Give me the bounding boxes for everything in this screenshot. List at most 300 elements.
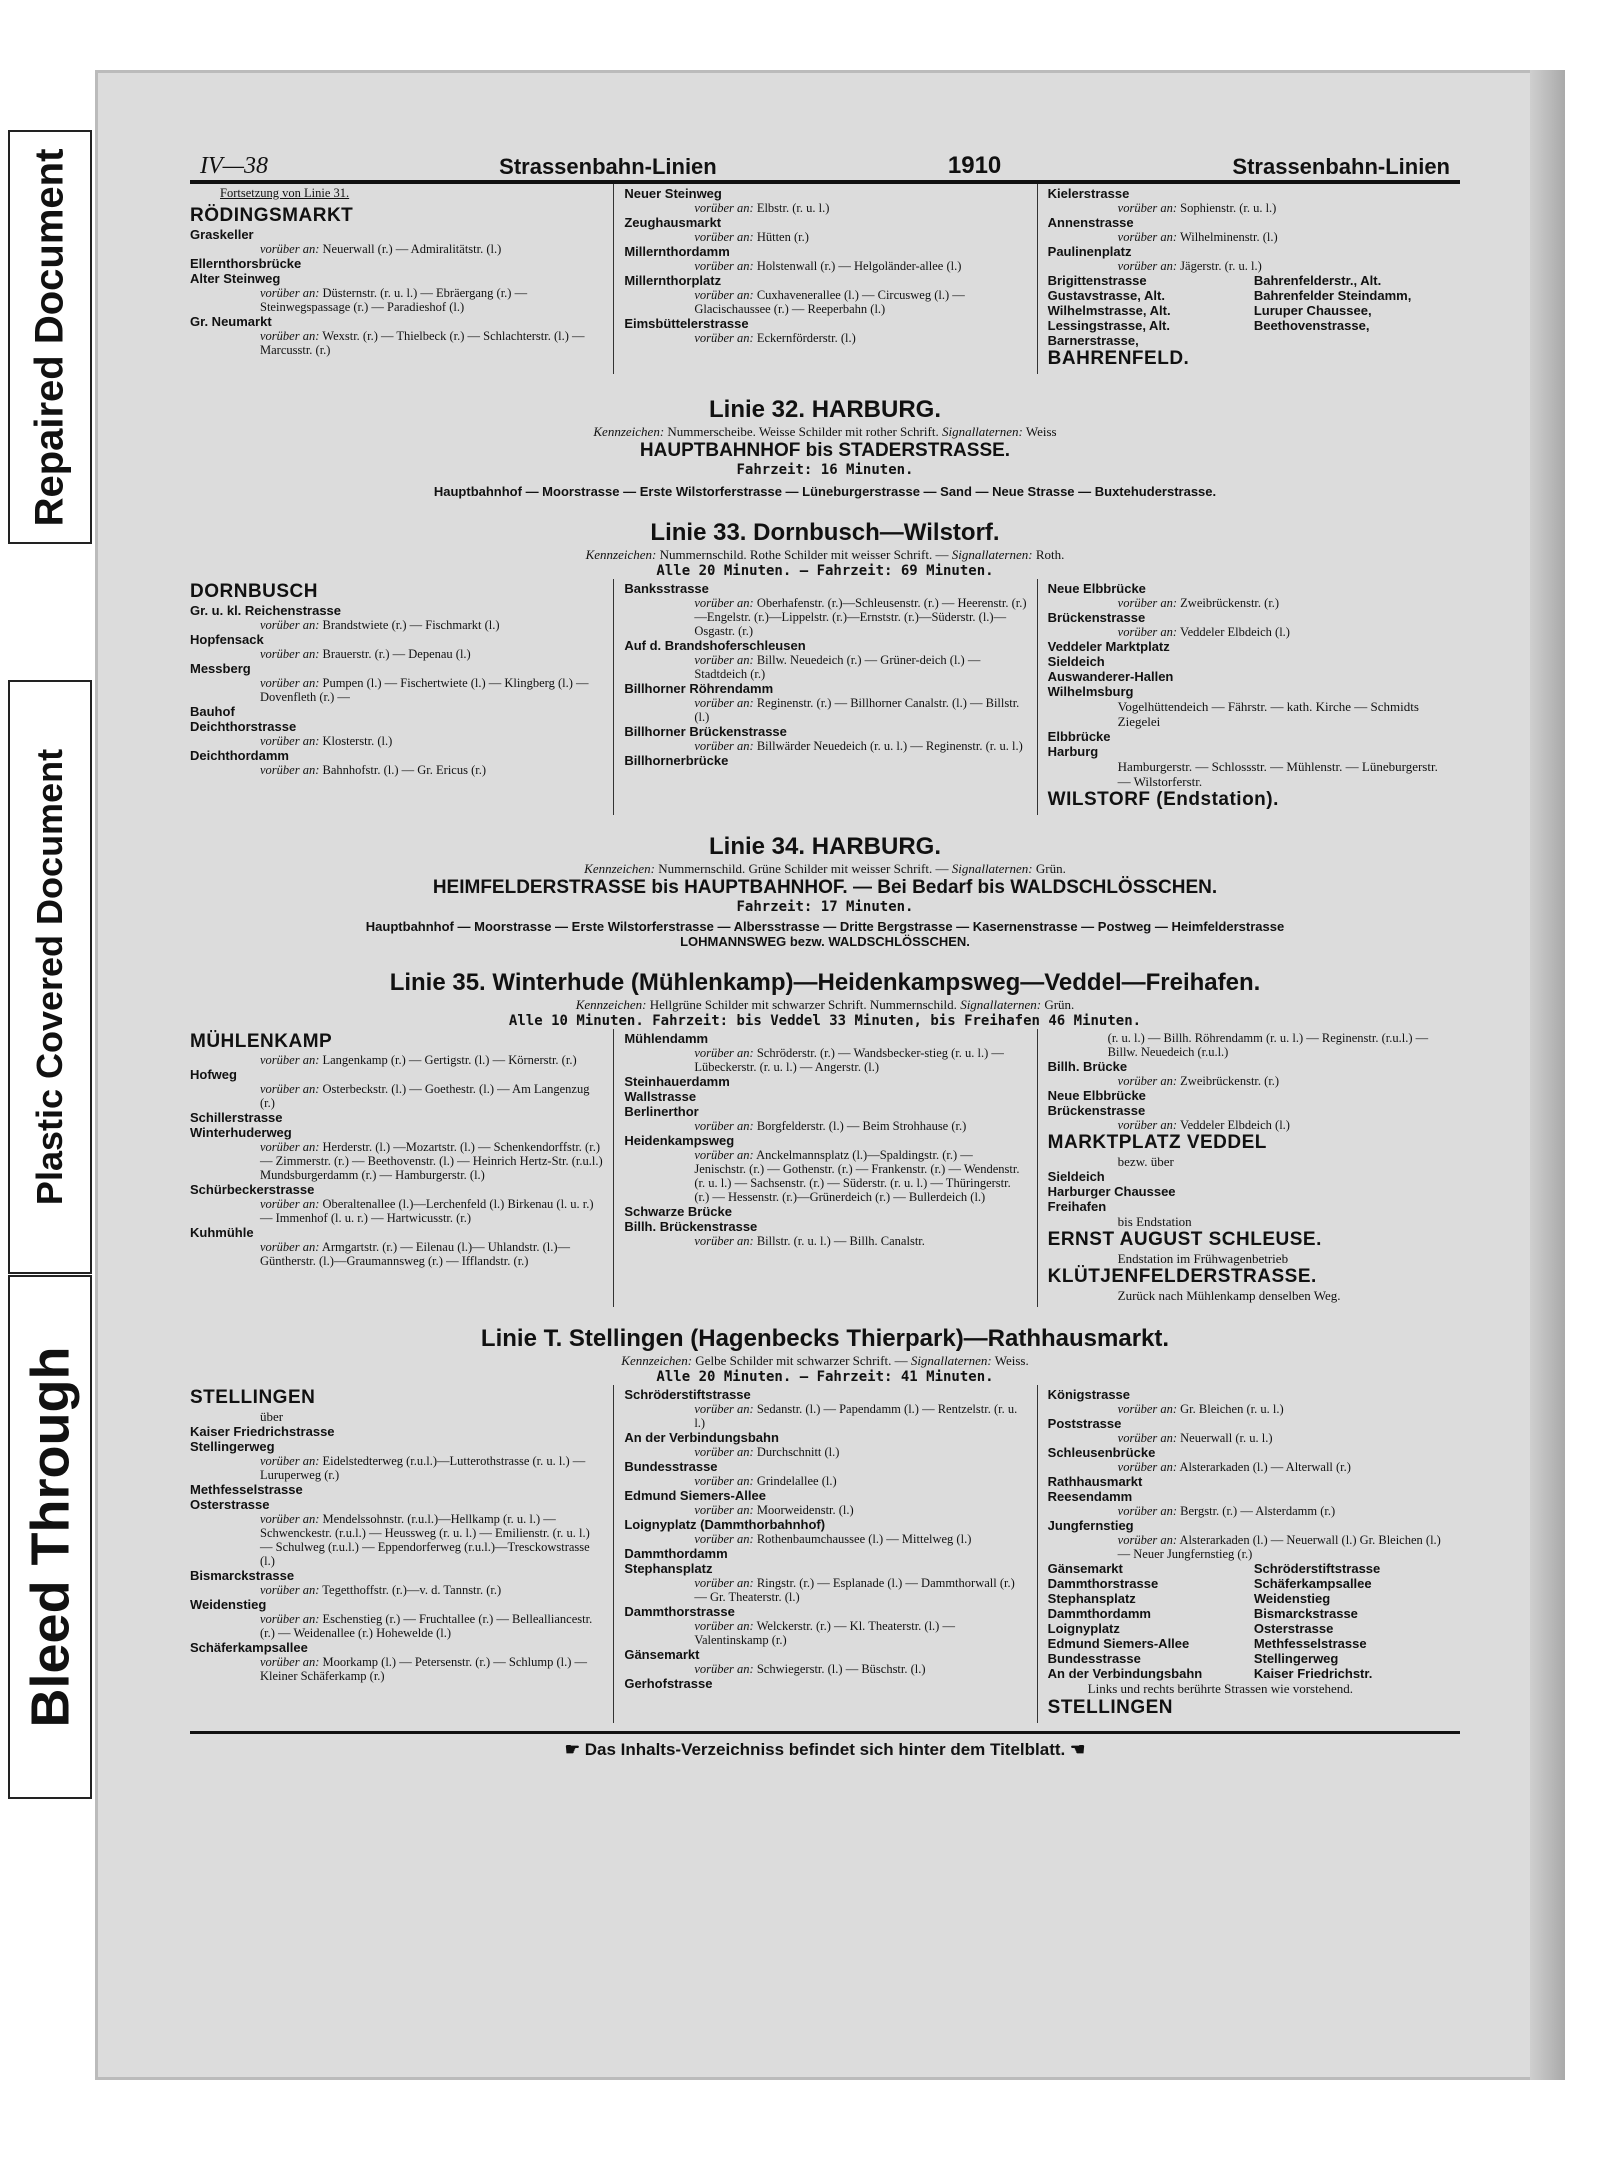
linie31-col2 — [613, 184, 1036, 374]
via-streets: Oberhafenstr. (r.)—Schleusenstr. (r.) — Heerenstr. (r.)—Engelstr. (r.)—Lippelstr. (r.)—Ernststr. (r.)—Süderstr. (l.)—Osgastr. (r.) — [694, 596, 1027, 638]
pointing-hand-left-icon: ☛ — [564, 1740, 585, 1759]
return-stops-right — [1254, 1561, 1450, 1681]
linieT-block — [190, 1325, 1460, 1385]
list-item — [624, 1546, 1026, 1561]
stop-name: MARKTPLATZ VEDDEL — [1047, 1132, 1267, 1153]
via-streets: Durchschnitt (l.) — [756, 1445, 840, 1459]
via-line — [624, 288, 1026, 316]
linie34-route: HEIMFELDERSTRASSE bis HAUPTBAHNHOF. — Bei Bedarf bis WALDSCHLÖSSCHEN. — [432, 877, 1218, 898]
list-item — [190, 1640, 603, 1683]
list-item — [190, 1482, 603, 1497]
linie32-route: HAUPTBAHNHOF bis STADERSTRASSE. — [639, 440, 1011, 461]
stop-name: Bismarckstrasse — [1253, 1606, 1358, 1621]
stop-name: Zeughausmarkt — [624, 215, 722, 230]
list-item — [624, 1104, 1026, 1133]
via-streets: Elbstr. (r. u. l.) — [756, 201, 830, 215]
stop-name: Hofweg — [190, 1067, 237, 1082]
via-line — [190, 1053, 603, 1067]
linie35-col3 — [1037, 1029, 1460, 1307]
via-line — [1048, 1533, 1450, 1561]
via-line — [190, 676, 603, 704]
via-line — [190, 1612, 603, 1640]
list-item — [1048, 654, 1450, 669]
via-prefix: vorüber an: — [694, 653, 754, 667]
list-item — [1048, 729, 1450, 744]
list-item — [1048, 789, 1450, 811]
signal-text: Grün. — [1044, 997, 1075, 1012]
kenn-text: Nummerscheibe. Weisse Schilder mit rother Schrift. — [667, 424, 939, 439]
stop-name: Mühlendamm — [624, 1031, 709, 1046]
via-prefix: vorüber an: — [260, 734, 320, 748]
stop-name: Kaiser Friedrichstr. — [1253, 1666, 1373, 1681]
stop-name: Harburg — [1047, 744, 1099, 759]
stop-name: MÜHLENKAMP — [190, 1031, 333, 1052]
via-line — [624, 259, 1026, 273]
stop-list — [624, 581, 1026, 768]
via-streets: Düsternstr. (r. u. l.) — Ebräergang (r.) — Steinwegspassage (r.) — Paradieshof (l.) — [260, 286, 528, 314]
list-item — [190, 314, 603, 357]
header-title-right: Strassenbahn-Linien — [1232, 154, 1450, 179]
stop-name: Königstrasse — [1047, 1387, 1131, 1402]
via-line — [624, 1619, 1026, 1647]
via-line — [1048, 230, 1450, 244]
linie32-title: Linie 32. HARBURG. — [708, 396, 942, 423]
via-streets: Holstenwall (r.) — Helgoländer-allee (l.) — [756, 259, 962, 273]
via-prefix: vorüber an: — [260, 242, 320, 256]
linieT-title: Linie T. Stellingen (Hagenbecks Thierpark)—Rathhausmarkt. — [480, 1325, 1170, 1352]
list-item — [624, 1430, 1026, 1459]
list-item — [190, 704, 603, 719]
via-streets: Rothenbaumchaussee (l.) — Mittelweg (l.) — [756, 1532, 972, 1546]
linie35-columns — [190, 1029, 1460, 1307]
return-stops — [1048, 1561, 1450, 1681]
label-repaired-text: Repaired Document — [27, 148, 72, 526]
stop-name: Freihafen — [1047, 1199, 1107, 1214]
stop-name: Messberg — [190, 661, 251, 676]
stop-name: ERNST AUGUST SCHLEUSE. — [1047, 1229, 1322, 1250]
via-streets: Schröderstr. (r.) — Wandsbecker-stieg (r. u. l.) — Lübeckerstr. (r. u. l.) — Angerstr. (l.) — [694, 1046, 1004, 1074]
signal-label: Signallaternen: — [910, 1353, 992, 1368]
list-item — [190, 205, 603, 227]
stop-name: Reesendamm — [1047, 1489, 1133, 1504]
stop-name: Eimsbüttelerstrasse — [624, 316, 749, 331]
via-line — [624, 1474, 1026, 1488]
via-prefix: vorüber an: — [1117, 1074, 1178, 1088]
note-line: bis Endstation — [1117, 1214, 1192, 1229]
list-item — [190, 1225, 603, 1268]
via-prefix: vorüber an: — [1117, 1533, 1178, 1547]
via-streets: Brauerstr. (r.) — Depenau (l.) — [322, 647, 471, 661]
via-line — [624, 1148, 1026, 1204]
via-line — [624, 331, 1026, 345]
stop-name: Dammthorstrasse — [1047, 1576, 1159, 1591]
stop-list — [624, 186, 1026, 345]
stop-name: Schwarze Brücke — [624, 1204, 732, 1219]
stop-name: Dammthordamm — [1047, 1606, 1151, 1621]
stop-name: Schröderstiftstrasse — [624, 1387, 751, 1402]
via-prefix: vorüber an: — [260, 618, 320, 632]
via-prefix: vorüber an: — [260, 647, 320, 661]
page-header — [190, 140, 1460, 184]
via-streets: Tegetthoffstr. (r.)—v. d. Tannstr. (r.) — [322, 1583, 502, 1597]
list-item — [190, 748, 603, 777]
stop-name: Osterstrasse — [1253, 1621, 1334, 1636]
via-streets: Sophienstr. (r. u. l.) — [1180, 201, 1277, 215]
list-item — [1048, 581, 1450, 610]
stop-name: Bahrenfelder Steindamm, — [1253, 288, 1412, 303]
list-item — [190, 661, 603, 704]
signal-text: Roth. — [1035, 547, 1065, 562]
via-line — [190, 763, 603, 777]
via-prefix: vorüber an: — [694, 696, 754, 710]
via-line — [190, 1655, 603, 1683]
stop-name: STELLINGEN — [190, 1387, 316, 1408]
via-line — [624, 1234, 1026, 1248]
stop-list — [1048, 581, 1450, 811]
via-prefix: vorüber an: — [694, 1576, 754, 1590]
list-item — [190, 227, 603, 256]
list-item — [1048, 1229, 1450, 1251]
via-line — [624, 653, 1026, 681]
stop-name: Bundesstrasse — [624, 1459, 718, 1474]
list-item — [1048, 244, 1450, 273]
via-prefix: vorüber an: — [694, 739, 754, 753]
list-item — [1048, 1266, 1450, 1288]
note-line: über — [260, 1409, 284, 1424]
stop-name: Neue Elbbrücke — [1047, 1088, 1146, 1103]
list-item — [1048, 1518, 1450, 1561]
stop-name: Bismarckstrasse — [190, 1568, 295, 1583]
stop-name: Gr. u. kl. Reichenstrasse — [190, 603, 342, 618]
via-prefix: vorüber an: — [1117, 1402, 1178, 1416]
stop-name: Wallstrasse — [624, 1089, 697, 1104]
via-streets: Brandstwiete (r.) — Fischmarkt (l.) — [322, 618, 500, 632]
via-line — [1048, 1460, 1450, 1474]
stop-name: Alter Steinweg — [190, 271, 281, 286]
kenn-text: Nummernschild. Grüne Schilder mit weisser Schrift. — — [658, 861, 949, 876]
via-streets: (r. u. l.) — Billh. Röhrendamm (r. u. l.) — Reginenstr. (r.u.l.) — Billw. Neuedeich (r.u.l.) — [1107, 1031, 1429, 1059]
header-year: 1910 — [947, 152, 1002, 179]
via-prefix: vorüber an: — [260, 1583, 320, 1597]
via-streets: Neuerwall (r. u. l.) — [1180, 1431, 1273, 1445]
header-title-left: Strassenbahn-Linien — [499, 154, 717, 179]
stop-name: Harburger Chaussee — [1047, 1184, 1176, 1199]
stop-name: Brückenstrasse — [1047, 610, 1146, 625]
linie35-title: Linie 35. Winterhude (Mühlenkamp)—Heidenkampsweg—Veddel—Freihafen. — [389, 969, 1261, 996]
via-streets: Eidelstedterweg (r.u.l.)—Lutterothstrasse (r. u. l.) — Luruperweg (r.) — [260, 1454, 586, 1482]
stop-name: Stellingerweg — [1253, 1651, 1339, 1666]
linie33-col1 — [190, 579, 613, 815]
kenn-label: Kennzeichen: — [585, 547, 657, 562]
stop-name: Steinhauerdamm — [624, 1074, 730, 1089]
list-item — [1048, 1445, 1450, 1474]
stop-name: Lessingstrasse, Alt. — [1047, 318, 1171, 333]
via-line — [190, 1583, 603, 1597]
list-item — [1048, 1416, 1450, 1445]
linie34-stops: Hauptbahnhof — Moorstrasse — Erste Wilstorferstrasse — Albersstrasse — Dritte Bergstrasse — Kasernenstrasse — Postweg — Heimfelderstrasse — [365, 919, 1285, 934]
via-streets: Bergstr. (r.) — Alsterdamm (r.) — [1180, 1504, 1336, 1518]
stop-name: Sieldeich — [1047, 654, 1105, 669]
via-prefix: vorüber an: — [694, 1046, 754, 1060]
via-prefix: vorüber an: — [260, 1140, 320, 1154]
via-prefix: vorüber an: — [694, 1619, 754, 1633]
via-line — [624, 1402, 1026, 1430]
footer-note — [190, 1731, 1460, 1760]
via-streets: Neuerwall (r.) — Admiralitätstr. (l.) — [322, 242, 502, 256]
stop-name: Deichthordamm — [190, 748, 289, 763]
list-item — [1048, 1474, 1450, 1489]
stop-name: Stellingerweg — [190, 1439, 275, 1454]
kenn-label: Kennzeichen: — [575, 997, 647, 1012]
stop-name: Schillerstrasse — [190, 1110, 283, 1125]
list-item — [1048, 1489, 1450, 1518]
via-prefix: vorüber an: — [260, 1655, 320, 1669]
via-streets: Pumpen (l.) — Fischertwiete (l.) — Klingberg (l.) — Dovenfleth (r.) — — [260, 676, 589, 704]
stop-name: Schäferkampsallee — [1253, 1576, 1372, 1591]
list-item — [624, 681, 1026, 724]
via-streets: Armgartstr. (r.) — Eilenau (l.)— Uhlandstr. (l.)—Güntherstr. (l.)—Graumannsweg (r.) — Ifflandstr. (r.) — [260, 1240, 571, 1268]
via-streets: Sedanstr. (l.) — Papendamm (l.) — Rentzelstr. (r. u. l.) — [694, 1402, 1018, 1430]
stop-list — [190, 1387, 603, 1683]
via-prefix: vorüber an: — [1117, 230, 1178, 244]
list-item — [624, 186, 1026, 215]
stop-name: Millernthordamm — [624, 244, 730, 259]
stop-pairs-right — [1254, 273, 1450, 348]
stop-name: Osterstrasse — [190, 1497, 270, 1512]
via-line — [1048, 1504, 1450, 1518]
via-streets: Billw. Neuedeich (r.) — Grüner-deich (l.) — Stadtdeich (r.) — [694, 653, 981, 681]
linieT-kennzeichen — [190, 1353, 1460, 1369]
via-streets: Bahnhofstr. (l.) — Gr. Ericus (r.) — [322, 763, 487, 777]
via-streets: Gr. Bleichen (r. u. l.) — [1180, 1402, 1284, 1416]
stop-name: An der Verbindungsbahn — [624, 1430, 779, 1445]
via-streets: Alsterarkaden (l.) — Alterwall (r.) — [1179, 1460, 1351, 1474]
stop-name: Schröderstiftstrasse — [1253, 1561, 1381, 1576]
list-item — [1048, 215, 1450, 244]
stop-name: Rathhausmarkt — [1047, 1474, 1143, 1489]
stop-list — [1048, 1059, 1450, 1303]
via-streets: Ringstr. (r.) — Esplanade (l.) — Dammthorwall (r.) — Gr. Theaterstr. (l.) — [694, 1576, 1015, 1604]
list-item — [190, 603, 603, 632]
kenn-label: Kennzeichen: — [584, 861, 655, 876]
stop-name: Heidenkampsweg — [624, 1133, 735, 1148]
list-item — [624, 1604, 1026, 1647]
list-item — [190, 1387, 603, 1409]
list-item — [624, 753, 1026, 768]
list-item — [190, 1125, 603, 1182]
return-stops-left — [1048, 1561, 1244, 1681]
via-streets: Grindelallee (l.) — [756, 1474, 837, 1488]
via-prefix: vorüber an: — [260, 676, 320, 690]
via-prefix: vorüber an: — [260, 329, 320, 343]
stop-name: Loignyplatz (Dammthorbahnhof) — [624, 1517, 826, 1532]
via-streets: Eckernförderstr. (l.) — [756, 331, 856, 345]
via-prefix: vorüber an: — [1117, 625, 1178, 639]
stop-name: Gänsemarkt — [624, 1647, 700, 1662]
end-station: STELLINGEN — [1047, 1697, 1173, 1718]
via-line — [624, 1046, 1026, 1074]
via-line — [624, 1445, 1026, 1459]
via-line — [1048, 259, 1450, 273]
stop-name: Gr. Neumarkt — [190, 314, 272, 329]
stop-name: Luruper Chaussee, — [1253, 303, 1372, 318]
stop-name: Gerhofstrasse — [624, 1676, 713, 1691]
via-line — [624, 230, 1026, 244]
linie33-columns — [190, 579, 1460, 815]
list-item — [624, 244, 1026, 273]
list-item — [190, 1110, 603, 1125]
stop-name: Gänsemarkt — [1047, 1561, 1123, 1576]
list-item — [624, 1517, 1026, 1546]
via-line — [190, 1082, 603, 1110]
linie32-stops: Hauptbahnhof — Moorstrasse — Erste Wilstorferstrasse — Lüneburgerstrasse — Sand — Neue Strasse — Buxtehuderstrasse. — [433, 484, 1217, 499]
stop-name: Banksstrasse — [624, 581, 709, 596]
list-item — [1048, 1214, 1450, 1229]
via-prefix: vorüber an: — [1117, 201, 1178, 215]
kenn-text: Hellgrüne Schilder mit schwarzer Schrift. Nummernschild. — [649, 997, 957, 1012]
label-plastic-text: Plastic Covered Document — [29, 748, 71, 1206]
via-streets: Moorkamp (l.) — Petersenstr. (r.) — Schlump (l.) — Kleiner Schäferkamp (r.) — [260, 1655, 588, 1683]
linieT-col1 — [190, 1385, 613, 1723]
note-line: Zurück nach Mühlenkamp denselben Weg. — [1117, 1288, 1341, 1303]
stop-name: Ellernthorsbrücke — [190, 256, 302, 271]
via-line — [624, 201, 1026, 215]
linie32-fahrzeit: Fahrzeit: 16 Minuten. — [736, 462, 914, 478]
note-line: Vogelhüttendeich — Fährstr. — kath. Kirche — Schmidts Ziegelei — [1117, 699, 1419, 729]
via-prefix: vorüber an: — [694, 1532, 754, 1546]
signal-label: Signallaternen: — [941, 424, 1023, 439]
stop-name: Bundesstrasse — [1047, 1651, 1141, 1666]
stop-name: Annenstrasse — [1047, 215, 1134, 230]
via-streets: Alsterarkaden (l.) — Neuerwall (l.) Gr. Bleichen (l.) — Neuer Jungfernstieg (r.) — [1117, 1533, 1441, 1561]
via-line — [1048, 1402, 1450, 1416]
stop-name: Billhorner Röhrendamm — [624, 681, 774, 696]
via-prefix: vorüber an: — [694, 1402, 754, 1416]
stop-name: Poststrasse — [1047, 1416, 1122, 1431]
via-line — [624, 596, 1026, 638]
via-streets: Hütten (r.) — [756, 230, 809, 244]
via-streets: Mendelssohnstr. (r.u.l.)—Hellkamp (r. u. l.) — Schwenckestr. (r.u.l.) — Heussweg (r. u. l.) — Emilienstr. (r. u. l.) — Schulweg (r.u.l.) — Eppendorferweg (r.u.l.)—Tresckowstrasse (l.) — [260, 1512, 590, 1568]
stop-name: Edmund Siemers-Allee — [624, 1488, 766, 1503]
kenn-text: Nummernschild. Rothe Schilder mit weisser Schrift. — — [659, 547, 949, 562]
stop-name: Millernthorplatz — [624, 273, 722, 288]
via-streets: Langenkamp (r.) — Gertigstr. (l.) — Körnerstr. (r.) — [322, 1053, 577, 1067]
stop-list — [1048, 186, 1450, 273]
via-streets: Klosterstr. (l.) — [322, 734, 393, 748]
stop-list — [1048, 1387, 1450, 1561]
via-line — [190, 286, 603, 314]
via-line — [190, 1240, 603, 1268]
stop-name: Neue Elbbrücke — [1047, 581, 1146, 596]
linie35-kennzeichen — [190, 997, 1460, 1013]
list-item — [190, 632, 603, 661]
stop-name: Wilhelmstrasse, Alt. — [1047, 303, 1171, 318]
linie34-kennzeichen — [190, 861, 1460, 877]
signal-text: Weiss — [1025, 424, 1057, 439]
signal-text: Weiss. — [994, 1353, 1029, 1368]
stop-name: Loignyplatz — [1047, 1621, 1120, 1636]
list-item — [624, 1459, 1026, 1488]
linie34-fahrzeit: Fahrzeit: 17 Minuten. — [736, 899, 914, 915]
via-streets: Wexstr. (r.) — Thielbeck (r.) — Schlachterstr. (l.) — Marcusstr. (r.) — [260, 329, 585, 357]
list-item — [190, 1424, 603, 1439]
linieT-col3 — [1037, 1385, 1460, 1723]
via-prefix: vorüber an: — [694, 1474, 754, 1488]
via-prefix: vorüber an: — [694, 230, 754, 244]
linie34-block — [190, 833, 1460, 949]
via-line — [624, 1662, 1026, 1676]
linie32-block — [190, 396, 1460, 499]
via-line — [190, 647, 603, 661]
note-line: bezw. über — [1117, 1154, 1174, 1169]
list-item — [624, 1387, 1026, 1430]
via-prefix: vorüber an: — [1117, 1118, 1178, 1132]
list-item — [624, 273, 1026, 316]
stop-name: Schürbeckerstrasse — [190, 1182, 315, 1197]
list-item — [190, 1568, 603, 1597]
linie34-stops-end: LOHMANNSWEG bezw. WALDSCHLÖSSCHEN. — [680, 934, 970, 949]
stop-name: Dammthordamm — [624, 1546, 728, 1561]
via-line — [624, 1503, 1026, 1517]
list-item — [1048, 610, 1450, 639]
stop-name: Weidenstieg — [1253, 1591, 1331, 1606]
via-streets: Zweibrückenstr. (r.) — [1180, 1074, 1280, 1088]
stop-name: Veddeler Marktplatz — [1047, 639, 1170, 654]
via-prefix: vorüber an: — [260, 286, 320, 300]
via-streets: Reginenstr. (r.) — Billhorner Canalstr. (l.) — Billstr. (l.) — [694, 696, 1020, 724]
via-streets: Veddeler Elbdeich (l.) — [1179, 625, 1290, 639]
stop-list — [190, 205, 603, 357]
stop-name: Brigittenstrasse — [1047, 273, 1147, 288]
via-line — [190, 242, 603, 256]
label-bleed — [8, 1275, 92, 1799]
stop-name: Schleusenbrücke — [1047, 1445, 1156, 1460]
via-prefix: vorüber an: — [260, 1612, 320, 1626]
linie31-block — [190, 184, 1460, 374]
stop-list — [624, 1387, 1026, 1691]
via-prefix: vorüber an: — [260, 1240, 320, 1254]
continuation-note: Fortsetzung von Linie 31. — [220, 186, 350, 200]
stop-name: Deichthorstrasse — [190, 719, 297, 734]
via-prefix: vorüber an: — [260, 1082, 320, 1096]
list-item — [190, 1067, 603, 1110]
stop-name: Billhorner Brückenstrasse — [624, 724, 787, 739]
page-number: IV—38 — [200, 153, 268, 179]
stop-name: Billhornerbrücke — [624, 753, 729, 768]
list-item — [1048, 744, 1450, 789]
stop-list — [624, 1031, 1026, 1248]
list-item — [1048, 684, 1450, 729]
stop-name: DORNBUSCH — [190, 581, 318, 602]
stop-name: An der Verbindungsbahn — [1047, 1666, 1203, 1681]
via-prefix: vorüber an: — [694, 1148, 754, 1162]
list-item — [1048, 669, 1450, 684]
list-item — [190, 271, 603, 314]
list-item — [190, 719, 603, 748]
via-prefix: vorüber an: — [1117, 1460, 1178, 1474]
list-item — [1048, 1199, 1450, 1214]
stop-name: Weidenstieg — [190, 1597, 267, 1612]
via-prefix: vorüber an: — [260, 1197, 320, 1211]
kenn-label: Kennzeichen: — [593, 424, 665, 439]
stop-name: Neuer Steinweg — [624, 186, 722, 201]
list-item — [190, 1439, 603, 1482]
via-prefix: vorüber an: — [694, 1119, 754, 1133]
via-streets: Borgfelderstr. (l.) — Beim Strohhause (r.) — [756, 1119, 967, 1133]
list-item — [1048, 1288, 1450, 1303]
label-bleed-text: Bleed Through — [20, 1346, 81, 1728]
via-prefix: vorüber an: — [694, 596, 754, 610]
